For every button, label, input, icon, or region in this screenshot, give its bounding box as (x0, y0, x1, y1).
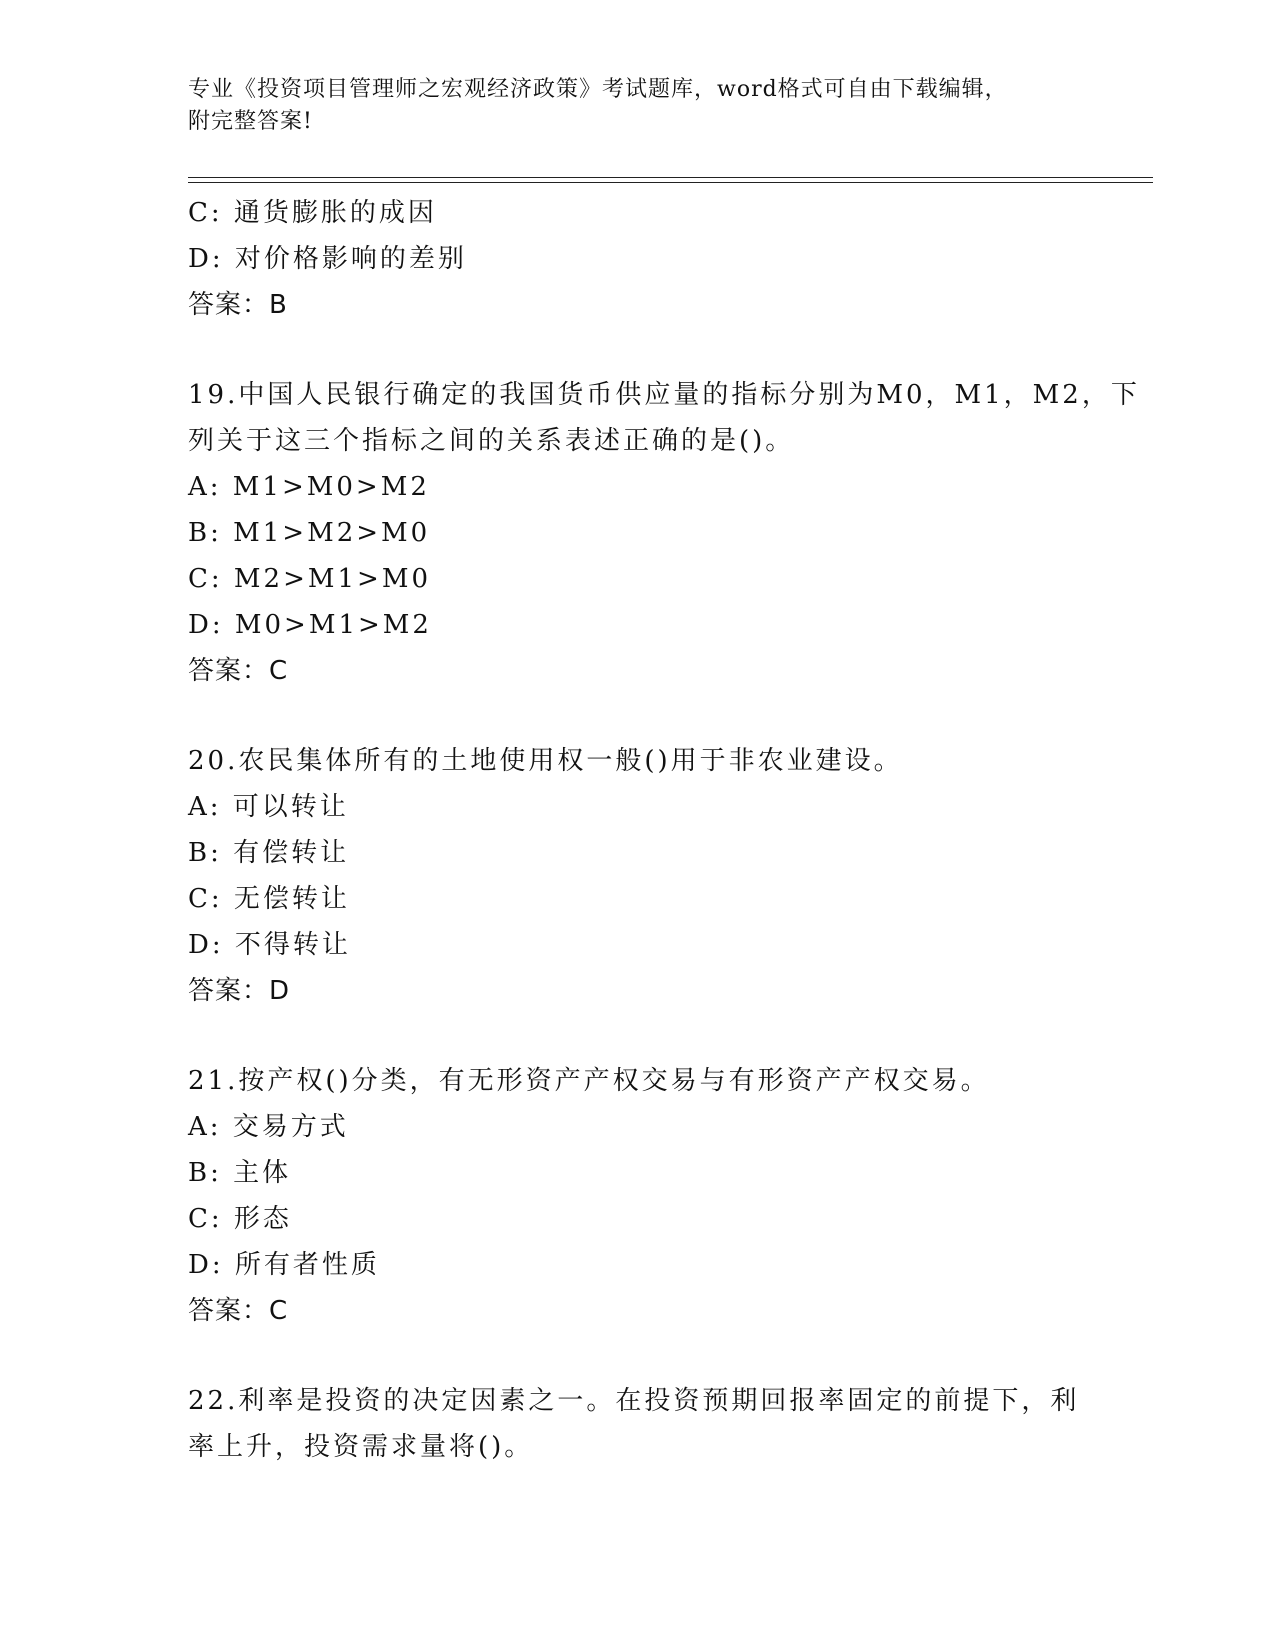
option-d: D: M0>M1>M2 (188, 610, 432, 640)
option-d: D: 不得转让 (188, 930, 351, 960)
question-18-tail (188, 190, 1153, 328)
question-22 (188, 1378, 1153, 1470)
option-c: C: 形态 (188, 1204, 292, 1234)
option-a: A: 交易方式 (188, 1112, 349, 1142)
option-c: C: 无偿转让 (188, 884, 350, 914)
answer-label: 答案：B (188, 290, 288, 320)
answer-label: 答案：C (188, 656, 289, 686)
header-line-1: 专业《投资项目管理师之宏观经济政策》考试题库，word格式可自由下载编辑， (188, 77, 1008, 102)
answer-label: 答案：C (188, 1296, 289, 1326)
option-a: A: 可以转让 (188, 792, 349, 822)
option-d: D: 所有者性质 (188, 1250, 380, 1280)
option-b: B: 有偿转让 (188, 838, 350, 868)
question-text-line: 20.农民集体所有的土地使用权一般()用于非农业建设。 (188, 746, 903, 776)
option-c: C: 通货膨胀的成因 (188, 198, 437, 228)
answer-label: 答案：D (188, 976, 291, 1006)
question-21 (188, 1058, 1153, 1334)
question-text-line: 22.利率是投资的决定因素之一。在投资预期回报率固定的前提下，利 (188, 1386, 1080, 1416)
question-text-line: 率上升，投资需求量将()。 (188, 1432, 534, 1462)
question-list (188, 190, 1153, 1470)
document-header (188, 74, 1153, 138)
header-line-2: 附完整答案! (188, 109, 313, 134)
header-divider (188, 177, 1153, 183)
option-d: D: 对价格影响的差别 (188, 244, 467, 274)
question-19 (188, 372, 1153, 694)
option-a: A: M1>M0>M2 (188, 472, 430, 502)
option-b: B: M1>M2>M0 (188, 518, 431, 548)
option-b: B: 主体 (188, 1158, 292, 1188)
option-c: C: M2>M1>M0 (188, 564, 431, 594)
question-text-line: 19.中国人民银行确定的我国货币供应量的指标分别为M0，M1，M2，下 (188, 380, 1140, 410)
question-text-line: 21.按产权()分类，有无形资产产权交易与有形资产产权交易。 (188, 1066, 990, 1096)
question-20 (188, 738, 1153, 1014)
question-text-line: 列关于这三个指标之间的关系表述正确的是()。 (188, 426, 795, 456)
